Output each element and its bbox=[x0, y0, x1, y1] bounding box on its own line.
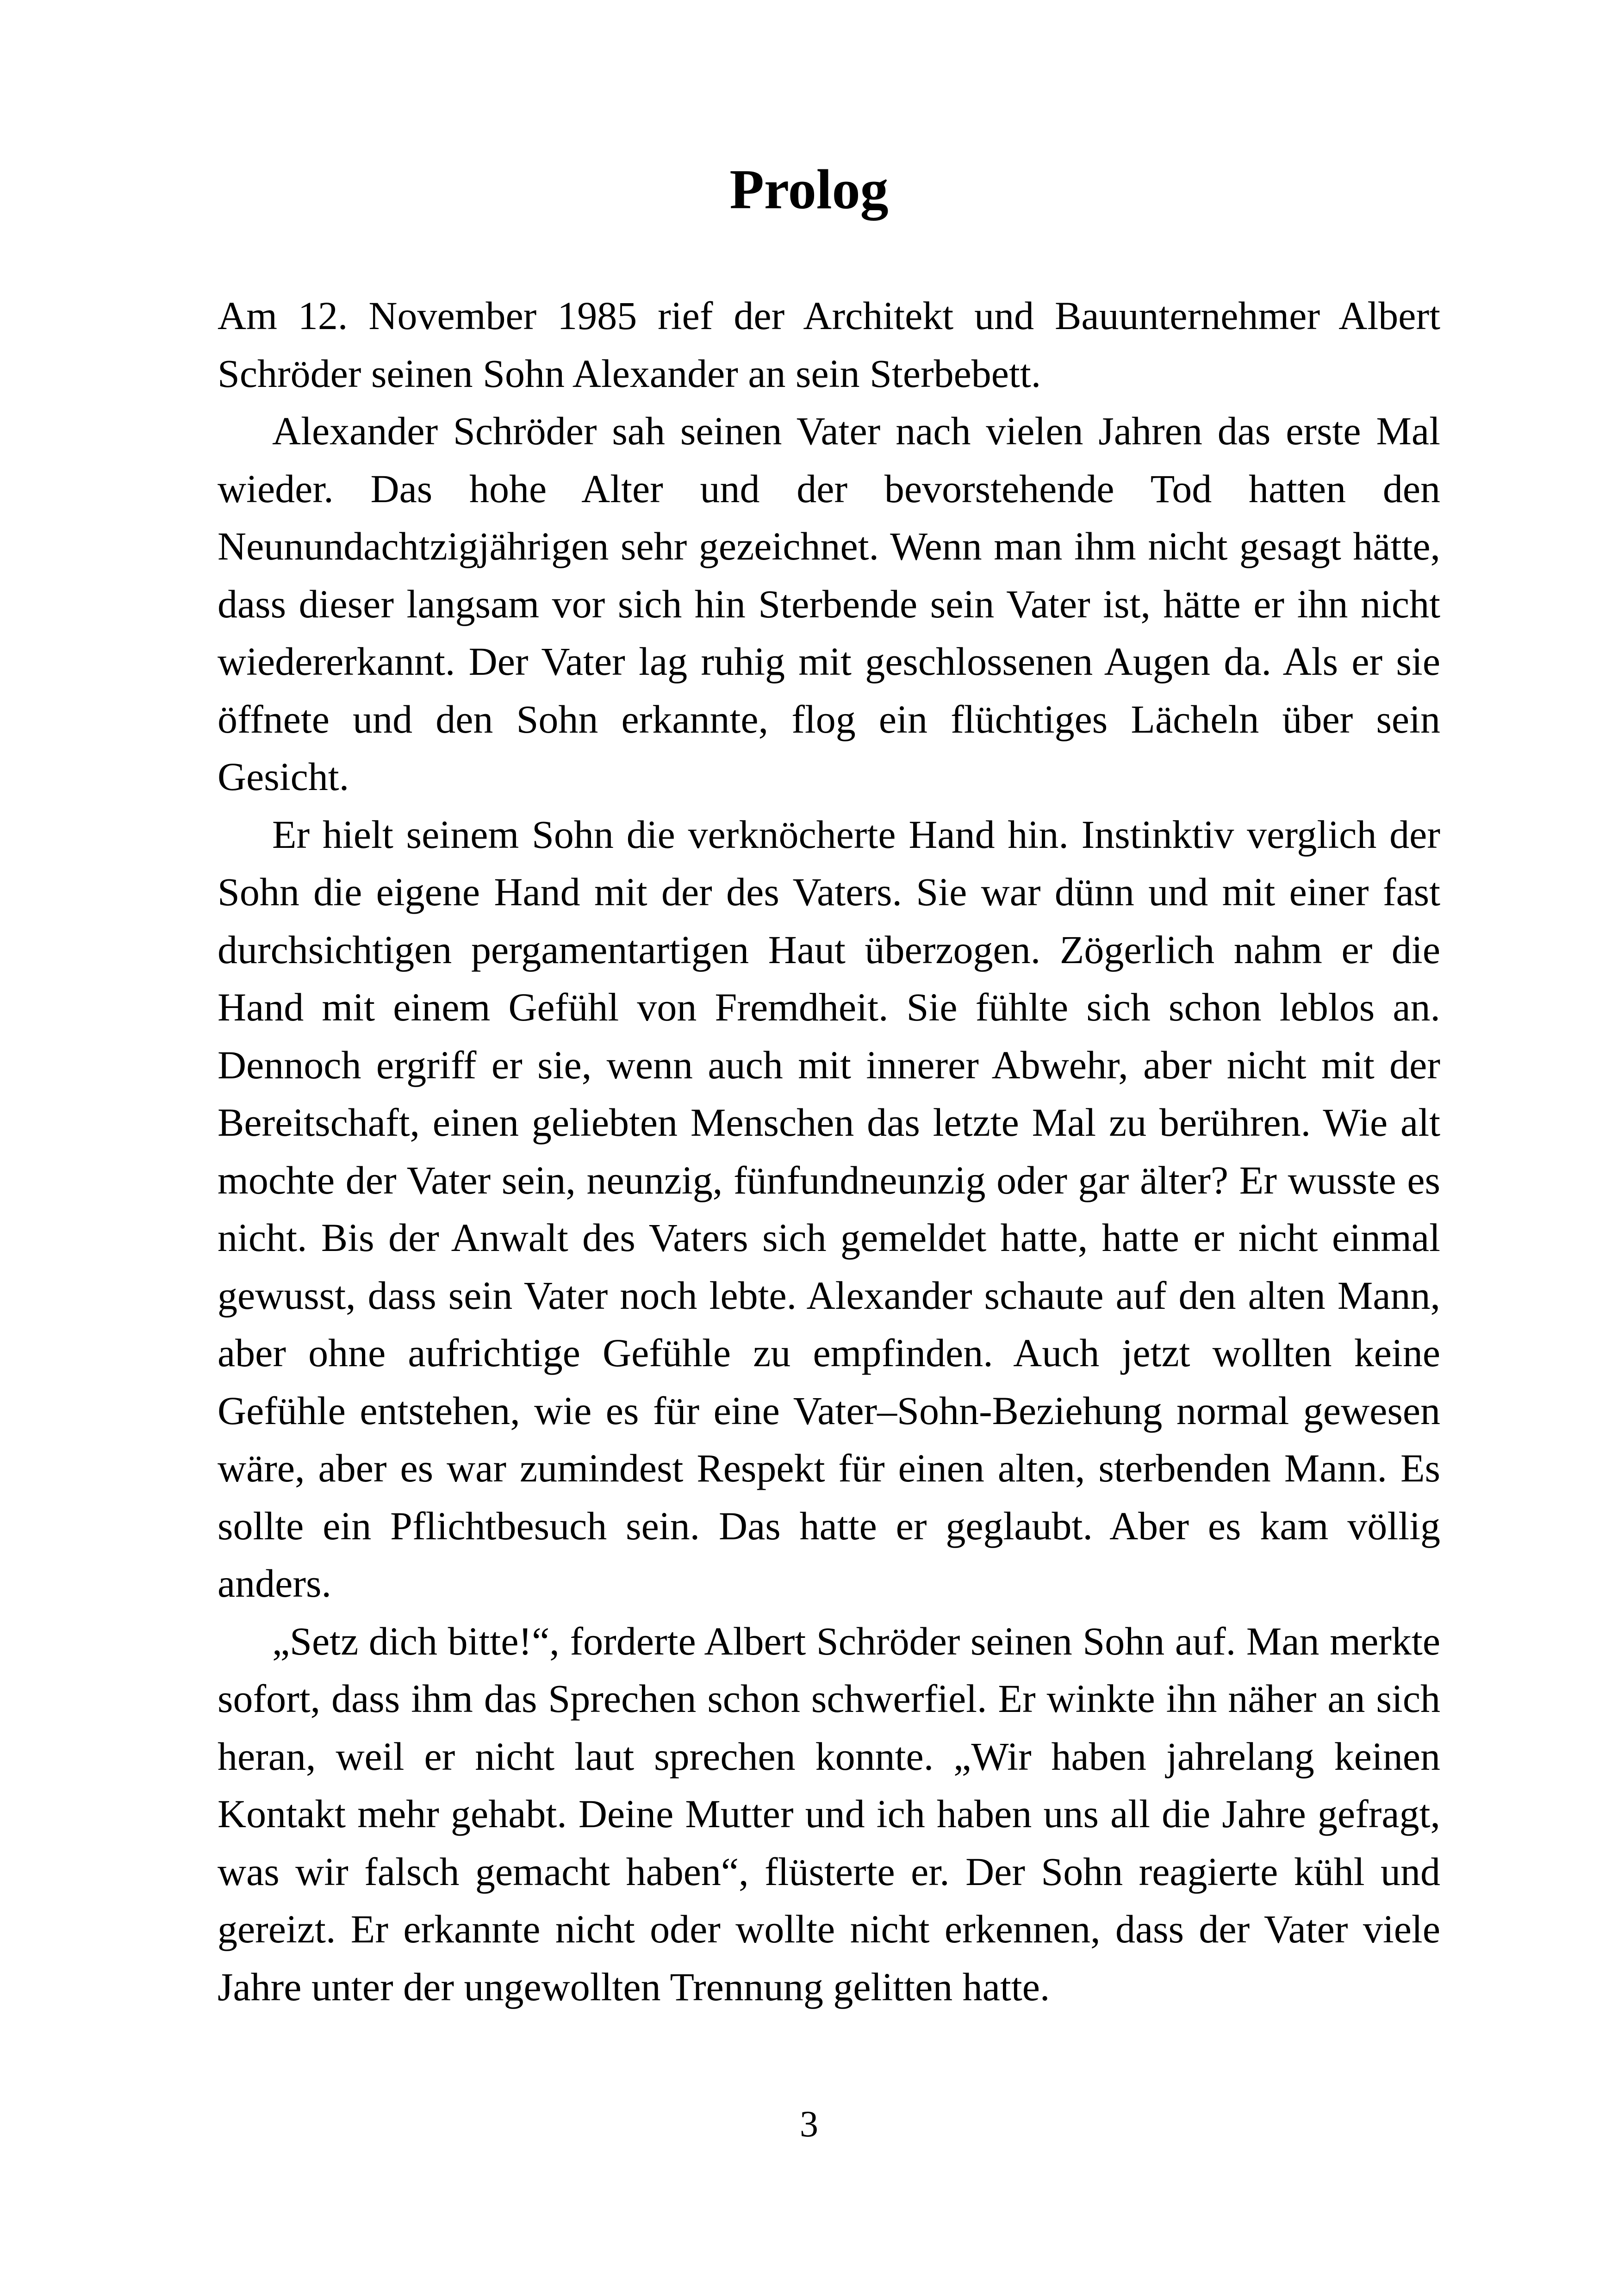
page-number: 3 bbox=[800, 2104, 818, 2145]
paragraph: „Setz dich bitte!“, forderte Albert Schröder seinen Sohn auf. Man merkte sofort, dass ihm das Sprechen schon schwerfiel. Er winkte ihn näher an sich heran, weil er nicht laut sprechen konnte. „Wir haben jahrelang keinen Kontakt mehr gehabt. Deine Mutter und ich haben uns all die Jahre gefragt, was wir falsch gemacht haben“, flüsterte er. Der Sohn reagierte kühl und gereizt. Er erkannte nicht oder wollte nicht erkennen, dass der Vater viele Jahre unter der ungewollten Trennung gelitten hatte. bbox=[218, 1618, 1440, 2009]
chapter-body bbox=[218, 287, 1440, 2016]
paragraph: Alexander Schröder sah seinen Vater nach vielen Jahren das erste Mal wieder. Das hohe Alter und der bevorstehende Tod hatten den Neunundachtzigjährigen sehr gezeichnet. Wenn man ihm nicht gesagt hätte, dass dieser langsam vor sich hin Sterbende sein Vater ist, hätte er ihn nicht wiedererkannt. Der Vater lag ruhig mit geschlossenen Augen da. Als er sie öffnete und den Sohn erkannte, flog ein flüchtiges Lächeln über sein Gesicht. bbox=[218, 409, 1440, 799]
paragraph: Er hielt seinem Sohn die verknöcherte Hand hin. Instinktiv verglich der Sohn die eigene Hand mit der des Vaters. Sie war dünn und mit einer fast durchsichtigen pergamentartigen Haut überzogen. Zögerlich nahm er die Hand mit einem Gefühl von Fremdheit. Sie fühlte sich schon leblos an. Dennoch ergriff er sie, wenn auch mit innerer Abwehr, aber nicht mit der Bereitschaft, einen geliebten Menschen das letzte Mal zu berühren. Wie alt mochte der Vater sein, neunzig, fünfundneunzig oder gar älter? Er wusste es nicht. Bis der Anwalt des Vaters sich gemeldet hatte, hatte er nicht einmal gewusst, dass sein Vater noch lebte. Alexander schaute auf den alten Mann, aber ohne aufrichtige Gefühle zu empfinden. Auch jetzt wollten keine Gefühle entstehen, wie es für eine Vater–Sohn-Beziehung normal gewesen wäre, aber es war zumindest Respekt für einen alten, sterbenden Mann. Es sollte ein Pflichtbesuch sein. Das hatte er geglaubt. Aber es kam völlig anders. bbox=[218, 812, 1440, 1605]
chapter-title: Prolog bbox=[729, 158, 889, 221]
paragraph: Am 12. November 1985 rief der Architekt und Bauunternehmer Albert Schröder seinen Sohn Alexander an sein Sterbebett. bbox=[218, 293, 1440, 396]
